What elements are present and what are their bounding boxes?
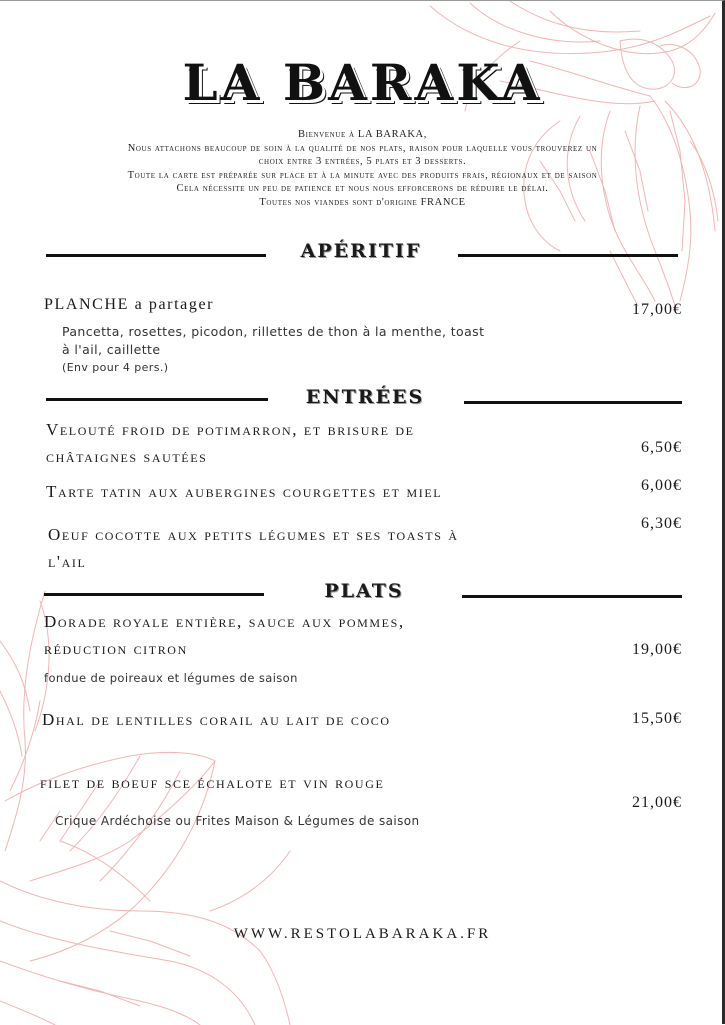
menu-item-price: 6,00€	[641, 477, 682, 494]
menu-item-name: PLANCHE a partager	[44, 296, 215, 313]
section-title-aperitif: APÉRITIF	[300, 240, 422, 262]
section-title-plats: PLATS	[324, 580, 404, 602]
menu-item-name: Dhal de lentilles corail au lait de coco	[42, 710, 391, 729]
menu-item-name: châtaignes sautées	[46, 447, 208, 466]
menu-item-name: filet de boeuf sce échalote et vin rouge	[40, 773, 385, 792]
intro-line: Toutes nos viandes sont d'origine FRANCE	[259, 196, 466, 208]
menu-item-description: Pancetta, rosettes, picodon, rillettes de thon à la menthe, toast	[62, 324, 485, 339]
section-title-entrees: ENTRÉES	[305, 386, 425, 408]
menu-item-name: l'ail	[48, 552, 87, 571]
menu-item-name: réduction citron	[44, 639, 188, 658]
section-divider-right	[462, 595, 682, 598]
menu-item-description: à l'ail, caillette	[62, 342, 161, 357]
menu-item-price: 6,30€	[641, 515, 682, 532]
section-divider-right	[464, 401, 682, 404]
menu-item-description: (Env pour 4 pers.)	[62, 361, 169, 374]
website-link[interactable]: WWW.RESTOLABARAKA.FR	[233, 926, 492, 942]
menu-item-name: Velouté froid de potimarron, et brisure de	[46, 420, 415, 439]
menu-item-price: 21,00€	[632, 794, 682, 811]
menu-item-name: Tarte tatin aux aubergines courgettes et miel	[46, 482, 443, 501]
intro-line: Nous attachons beaucoup de soin à la qualité de nos plats, raison pour laquelle vous trouverez un	[127, 142, 598, 154]
menu-item-price: 17,00€	[632, 301, 682, 318]
section-divider-left	[44, 593, 264, 596]
section-divider-right	[458, 254, 678, 257]
intro-line: Cela nécessite un peu de patience et nous nous efforcerons de réduire le délai.	[176, 183, 549, 195]
menu-item-description: Crique Ardéchoise ou Frites Maison & Légumes de saison	[55, 814, 420, 828]
section-divider-left	[46, 398, 268, 401]
section-divider-left	[46, 254, 266, 257]
intro-line: choix entre 3 entrées, 5 plats et 3 desserts.	[258, 156, 467, 168]
menu-item-description: fondue de poireaux et légumes de saison	[44, 671, 298, 685]
menu-item-price: 19,00€	[632, 641, 682, 658]
menu-item-price: 6,50€	[641, 439, 682, 456]
menu-item-name: Oeuf cocotte aux petits légumes et ses toasts à	[48, 525, 459, 544]
menu-item-price: 15,50€	[632, 710, 682, 727]
menu-item-name: Dorade royale entière, sauce aux pommes,	[44, 612, 405, 631]
intro-text	[0, 128, 725, 210]
intro-line: Toute la carte est préparée sur place et à la minute avec des produits frais, régionaux et de saison	[127, 169, 598, 181]
restaurant-title: LA BARAKA	[182, 53, 543, 112]
intro-line: Bienvenue à LA BARAKA,	[298, 129, 427, 140]
